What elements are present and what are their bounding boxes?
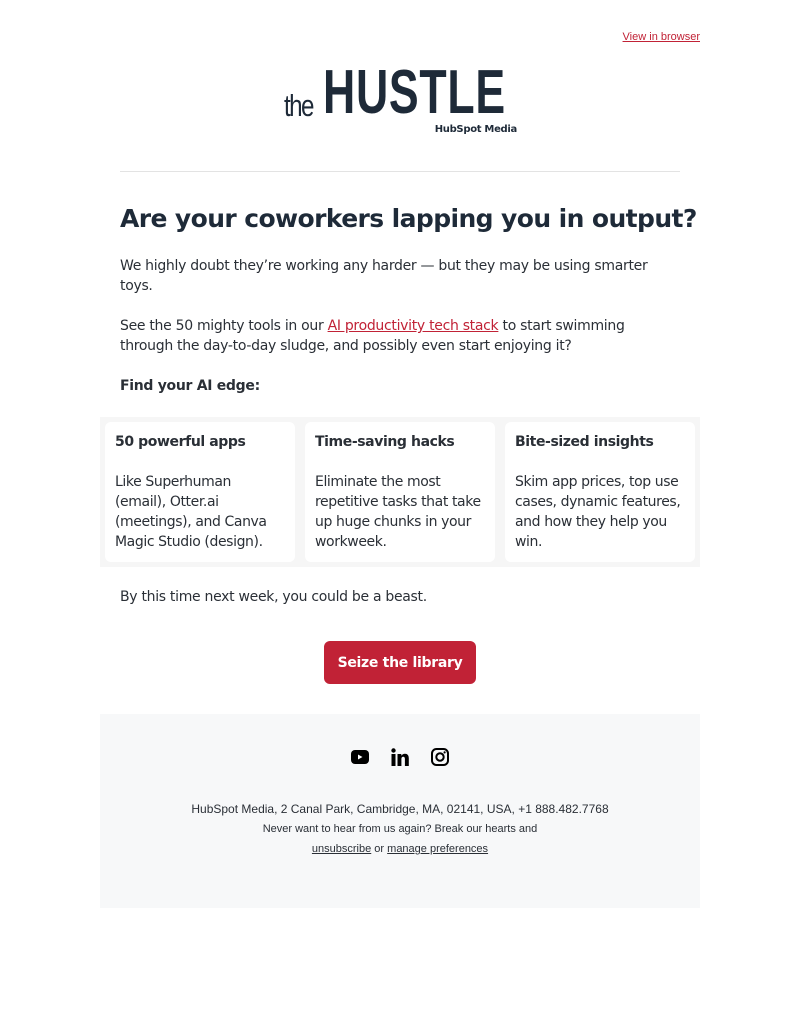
tools-paragraph (120, 316, 680, 356)
email-body (120, 200, 697, 396)
card-title: Time-saving hacks (315, 434, 455, 450)
or-text: or (371, 843, 388, 855)
social-links (100, 747, 700, 767)
closing-line: By this time next week, you could be a beast. (120, 589, 427, 605)
youtube-icon[interactable] (350, 747, 370, 767)
footer (100, 714, 700, 908)
card-text: Skim app prices, top use cases, dynamic features, and how they help you win. (515, 474, 681, 550)
header-divider (120, 171, 680, 172)
tools-text-before: See the 50 mighty tools in our (120, 318, 328, 334)
the-hustle-logo (283, 58, 519, 142)
intro-paragraph: We highly doubt they’re working any harder — but they may be using smarter toys. (120, 258, 648, 294)
company-address: HubSpot Media, 2 Canal Park, Cambridge, MA, 02141, USA, +1 888.482.7768 (191, 802, 609, 816)
logo-the: the (284, 88, 313, 123)
card-title: Bite-sized insights (515, 434, 654, 450)
footer-links (100, 843, 700, 855)
unsubscribe-prompt: Never want to hear from us again? Break our hearts and (262, 823, 538, 835)
ai-tech-stack-link[interactable]: AI productivity tech stack (327, 318, 499, 334)
manage-preferences-link[interactable]: manage preferences (387, 843, 489, 855)
unsubscribe-link[interactable]: unsubscribe (311, 843, 372, 855)
card-title: 50 powerful apps (115, 434, 246, 450)
seize-library-button[interactable]: Seize the library (324, 641, 476, 684)
subheading: Find your AI edge: (120, 378, 260, 394)
view-in-browser-link[interactable]: View in browser (622, 31, 700, 43)
logo-hustle: HUSTLE (323, 58, 506, 127)
logo-hubspot-media: HubSpot Media (434, 124, 517, 135)
linkedin-icon[interactable] (390, 747, 410, 767)
instagram-icon[interactable] (430, 747, 450, 767)
tools-text-after: to start swimming through the day-to-day sludge, and possibly even start enjoying it? (120, 318, 625, 354)
headline: Are your coworkers lapping you in output? (120, 204, 697, 233)
feature-card (305, 422, 495, 562)
feature-card (105, 422, 295, 562)
feature-cards (100, 417, 700, 567)
feature-card (505, 422, 695, 562)
card-text: Eliminate the most repetitive tasks that take up huge chunks in your workweek. (315, 474, 481, 550)
card-text: Like Superhuman (email), Otter.ai (meetings), and Canva Magic Studio (design). (115, 474, 267, 550)
